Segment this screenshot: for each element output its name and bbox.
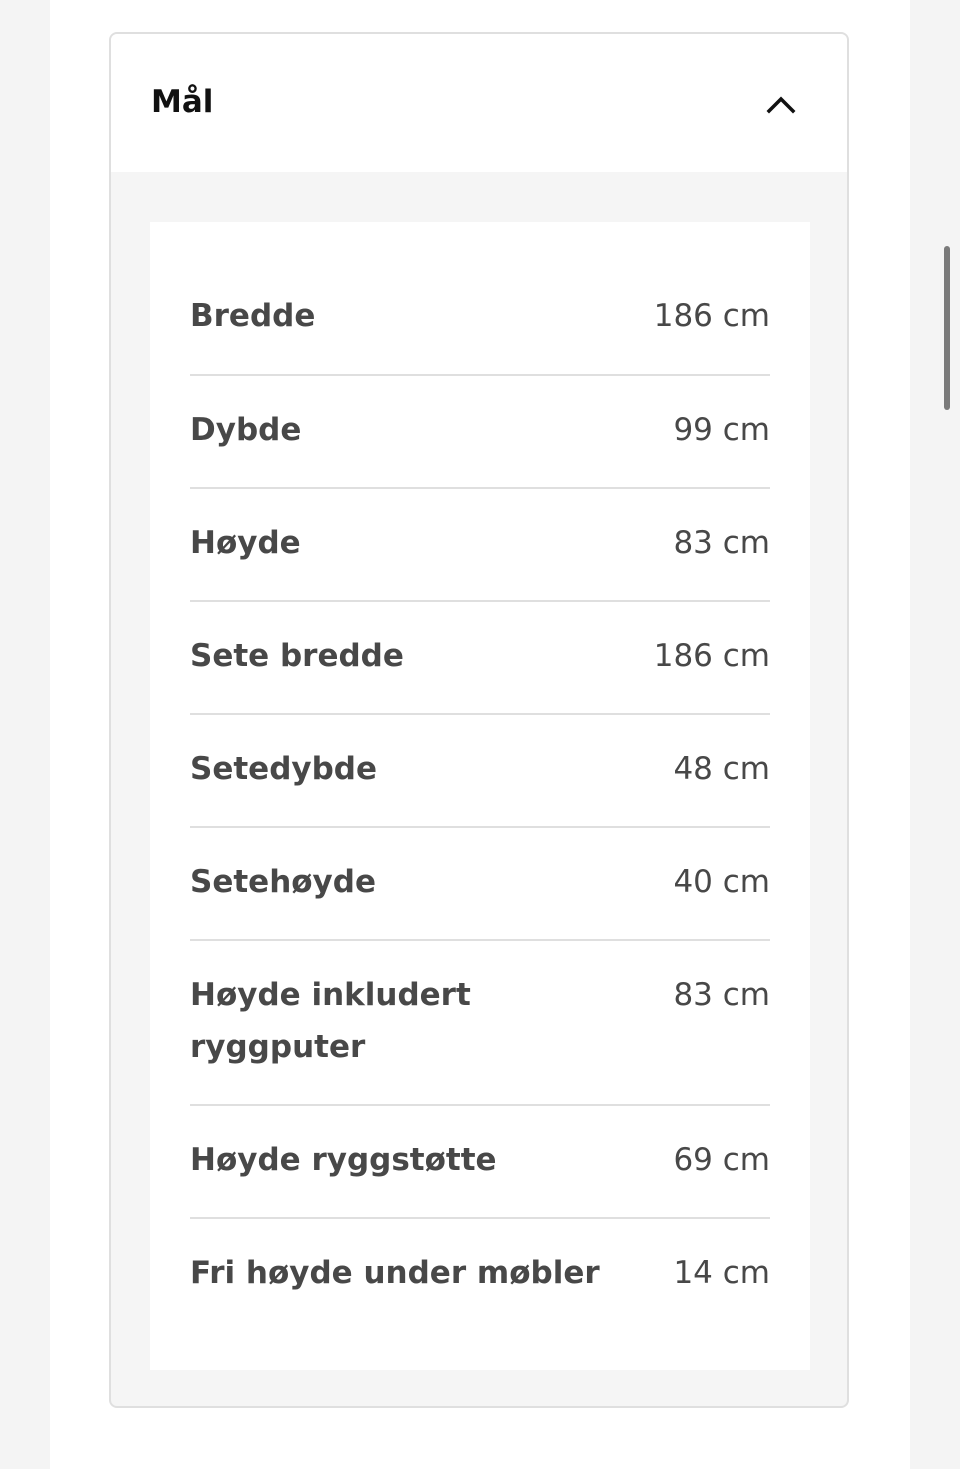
accordion-title: Mål [151, 84, 214, 120]
dimension-value: 83 cm [673, 525, 770, 561]
accordion-header[interactable] [111, 34, 847, 172]
dimension-row-hoyde-ryggstotte [190, 1106, 770, 1219]
dimension-label: Høyde ryggstøtte [190, 1142, 497, 1178]
dimension-row-dybde [190, 376, 770, 489]
dimension-row-fri-hoyde-under-mobler [190, 1219, 770, 1332]
dimension-row-setedybde [190, 715, 770, 828]
dimension-label: Fri høyde under møbler [190, 1255, 600, 1291]
scrollbar-thumb[interactable] [944, 246, 950, 410]
dimension-row-bredde [190, 262, 770, 376]
dimension-label: Setehøyde [190, 864, 376, 900]
dimensions-accordion [109, 32, 849, 1408]
dimension-label: Dybde [190, 412, 302, 448]
dimension-value: 69 cm [673, 1142, 770, 1178]
dimension-row-hoyde [190, 489, 770, 602]
dimension-value: 14 cm [673, 1255, 770, 1291]
dimension-label: Bredde [190, 298, 316, 334]
dimension-label: Høyde inkludert ryggputer [190, 977, 471, 1065]
dimension-row-sete-bredde [190, 602, 770, 715]
dimension-value: 186 cm [653, 298, 770, 334]
dimension-label: Høyde [190, 525, 301, 561]
dimension-label: Sete bredde [190, 638, 404, 674]
chevron-up-icon[interactable] [766, 92, 796, 116]
dimension-row-setehoyde [190, 828, 770, 941]
dimension-row-hoyde-inkludert-ryggputer [190, 941, 770, 1106]
dimensions-panel [150, 222, 810, 1370]
dimension-value: 40 cm [673, 864, 770, 900]
dimension-value: 186 cm [653, 638, 770, 674]
dimension-value: 99 cm [673, 412, 770, 448]
dimension-value: 48 cm [673, 751, 770, 787]
dimension-value: 83 cm [673, 977, 770, 1013]
dimension-label: Setedybde [190, 751, 377, 787]
